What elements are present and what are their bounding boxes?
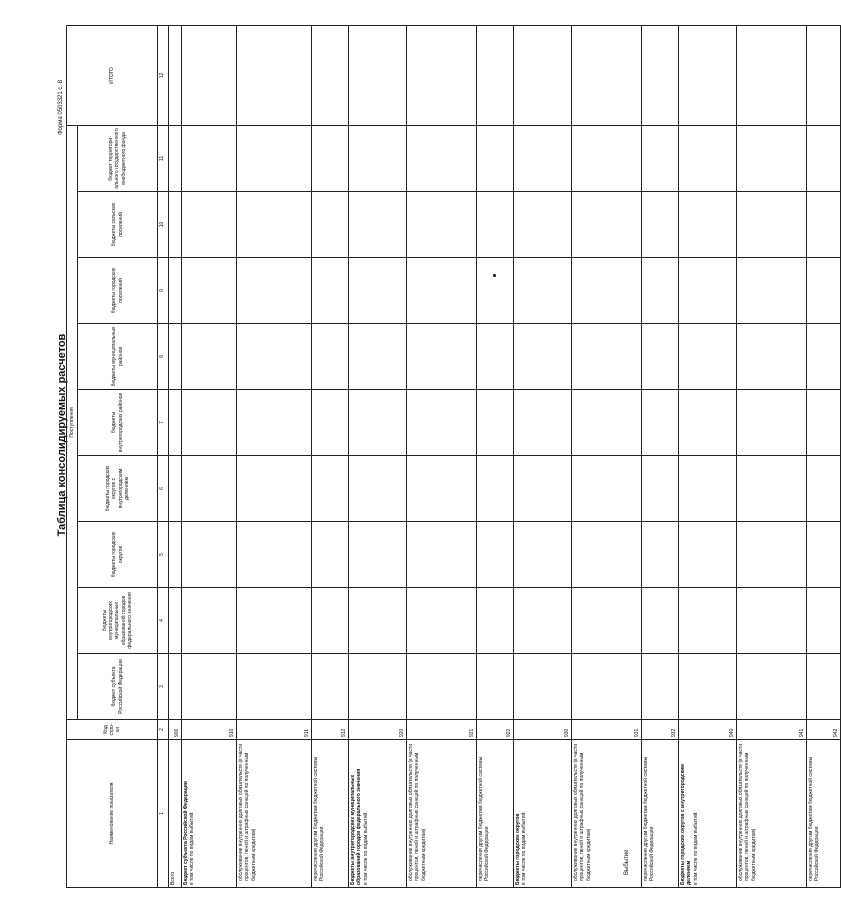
page-title: Таблица консолидируемых расчетов	[56, 333, 68, 537]
header-indicator: Наименование показателя	[67, 740, 158, 888]
table-cell[interactable]	[169, 125, 182, 191]
table-row	[349, 25, 407, 887]
table-cell[interactable]	[182, 654, 237, 720]
table-cell[interactable]	[477, 654, 514, 720]
table-cell[interactable]	[237, 456, 312, 522]
table-cell[interactable]	[237, 25, 312, 125]
table-cell[interactable]	[514, 125, 572, 191]
row-code: 940	[679, 720, 737, 740]
table-cell[interactable]	[642, 522, 679, 588]
table-cell[interactable]	[514, 324, 572, 390]
row-code: 932	[642, 720, 679, 740]
table-cell[interactable]	[642, 192, 679, 258]
column-number: 2	[158, 720, 169, 740]
table-cell[interactable]	[642, 324, 679, 390]
table-cell[interactable]	[407, 25, 477, 125]
table-cell[interactable]	[642, 588, 679, 654]
table-cell[interactable]	[807, 588, 841, 654]
table-cell[interactable]	[572, 258, 642, 324]
table-cell[interactable]	[237, 324, 312, 390]
table-cell[interactable]	[679, 192, 737, 258]
table-cell[interactable]	[807, 456, 841, 522]
table-cell[interactable]	[572, 654, 642, 720]
header-col-4: бюджеты внутригородских муниципальных образований городов федерального значения	[78, 588, 158, 654]
table-cell[interactable]	[182, 125, 237, 191]
table-cell[interactable]	[807, 522, 841, 588]
column-number: 8	[158, 324, 169, 390]
table-cell[interactable]	[477, 324, 514, 390]
header-col-11: бюджет территори-ального государственного внебюджетного фонда	[78, 125, 158, 191]
row-code: 900	[169, 720, 182, 740]
row-label: перечисления другим бюджетам бюджетной системы Российской Федерации	[478, 756, 491, 881]
table-cell[interactable]	[182, 324, 237, 390]
table-cell[interactable]	[679, 258, 737, 324]
side-label: Выбытие	[624, 849, 630, 875]
table-cell[interactable]	[807, 654, 841, 720]
table-cell[interactable]	[169, 258, 182, 324]
table-cell[interactable]	[169, 324, 182, 390]
table-cell[interactable]	[182, 588, 237, 654]
column-number: 11	[158, 125, 169, 191]
row-label: обслуживание внутренних долговых обязательств (в части процентов, пеней и штрафных санкций по полученным бюджетным кредитам)	[738, 743, 757, 881]
table-cell[interactable]	[737, 324, 807, 390]
table-cell[interactable]	[477, 522, 514, 588]
table-row	[182, 25, 237, 887]
header-receipts: Поступления	[67, 125, 78, 719]
row-label-cell	[169, 740, 182, 888]
row-code: 921	[407, 720, 477, 740]
table-cell[interactable]	[237, 588, 312, 654]
table-cell[interactable]	[349, 324, 407, 390]
row-label: обслуживание внутренних долговых обязательств (в части процентов, пеней и штрафных санкций по полученным бюджетным кредитам)	[408, 743, 427, 881]
row-label-cell	[349, 740, 407, 888]
table-cell[interactable]	[407, 456, 477, 522]
table-cell[interactable]	[182, 192, 237, 258]
table-cell[interactable]	[477, 192, 514, 258]
table-cell[interactable]	[349, 25, 407, 125]
table-cell[interactable]	[477, 258, 514, 324]
header-col-10: бюджеты сельских поселений	[78, 192, 158, 258]
table-cell[interactable]	[642, 125, 679, 191]
column-number: 7	[158, 390, 169, 456]
table-cell[interactable]	[737, 390, 807, 456]
column-number: 1	[158, 740, 169, 888]
table-cell[interactable]	[237, 192, 312, 258]
table-row	[737, 25, 807, 887]
table-row	[312, 25, 349, 887]
table-cell[interactable]	[572, 456, 642, 522]
table-cell[interactable]	[477, 390, 514, 456]
column-number: 5	[158, 522, 169, 588]
header-row-group	[67, 25, 78, 887]
table-cell[interactable]	[572, 588, 642, 654]
table-cell[interactable]	[407, 258, 477, 324]
table-cell[interactable]	[737, 456, 807, 522]
row-label: Бюджеты городских округов	[515, 813, 521, 885]
table-cell[interactable]	[679, 25, 737, 125]
table-cell[interactable]	[407, 522, 477, 588]
table-cell[interactable]	[407, 324, 477, 390]
header-code: Код стро-ки	[67, 720, 158, 740]
column-number: 12	[158, 25, 169, 125]
table-cell[interactable]	[312, 258, 349, 324]
table-cell[interactable]	[642, 456, 679, 522]
table-cell[interactable]	[237, 125, 312, 191]
table-cell[interactable]	[312, 456, 349, 522]
table-cell[interactable]	[312, 125, 349, 191]
row-label-cell	[312, 740, 349, 888]
row-label-cell	[679, 740, 737, 888]
table-cell[interactable]	[572, 522, 642, 588]
table-cell[interactable]	[572, 25, 642, 125]
table-cell[interactable]	[679, 522, 737, 588]
row-label-cell	[737, 740, 807, 888]
table-cell[interactable]	[514, 258, 572, 324]
table-cell[interactable]	[312, 654, 349, 720]
table-cell[interactable]	[182, 390, 237, 456]
row-code: 942	[807, 720, 841, 740]
table-body	[169, 25, 841, 887]
header-col-5: бюджеты городских округов	[78, 522, 158, 588]
table-cell[interactable]	[807, 25, 841, 125]
table-row	[514, 25, 572, 887]
table-cell[interactable]	[349, 456, 407, 522]
table-cell[interactable]	[514, 522, 572, 588]
row-code: 922	[477, 720, 514, 740]
table-cell[interactable]	[477, 456, 514, 522]
row-label: обслуживание внутренних долговых обязательств (в части процентов, пеней и штрафных санкций по полученным бюджетным кредитам)	[238, 743, 257, 881]
table-cell[interactable]	[312, 390, 349, 456]
consolidated-calculations-table	[66, 25, 841, 888]
table-cell[interactable]	[237, 522, 312, 588]
table-cell[interactable]	[642, 25, 679, 125]
table-cell[interactable]	[642, 258, 679, 324]
table-cell[interactable]	[514, 192, 572, 258]
header-col-6: бюджеты городских округов с внутригородским делением	[78, 456, 158, 522]
row-code: 930	[514, 720, 572, 740]
table-cell[interactable]	[312, 588, 349, 654]
table-cell[interactable]	[477, 588, 514, 654]
table-cell[interactable]	[642, 654, 679, 720]
table-row	[169, 25, 182, 887]
table-cell[interactable]	[407, 125, 477, 191]
row-code: 912	[312, 720, 349, 740]
table-cell[interactable]	[737, 654, 807, 720]
row-label-cell	[572, 740, 642, 888]
column-number: 10	[158, 192, 169, 258]
row-sublabel: в том числе по видам выбытий:	[521, 811, 528, 885]
table-cell[interactable]	[737, 125, 807, 191]
table-cell[interactable]	[407, 192, 477, 258]
table-cell[interactable]	[737, 25, 807, 125]
table-cell[interactable]	[572, 324, 642, 390]
table-cell[interactable]	[182, 258, 237, 324]
table-cell[interactable]	[312, 522, 349, 588]
table-cell[interactable]	[169, 654, 182, 720]
table-cell[interactable]	[737, 522, 807, 588]
row-label: перечисления другим бюджетам бюджетной системы Российской Федерации	[808, 756, 821, 881]
row-sublabel: в том числе по видам выбытий:	[692, 811, 699, 885]
row-label-cell	[642, 740, 679, 888]
table-cell[interactable]	[807, 125, 841, 191]
table-row	[807, 25, 841, 887]
table-cell[interactable]	[679, 654, 737, 720]
table-row	[477, 25, 514, 887]
table-row	[679, 25, 737, 887]
row-label: Бюджеты внутригородских муниципальных образований городов федерального значения	[350, 768, 363, 885]
table-cell[interactable]	[349, 390, 407, 456]
table-cell[interactable]	[407, 390, 477, 456]
column-number: 4	[158, 588, 169, 654]
table-cell[interactable]	[679, 390, 737, 456]
table-cell[interactable]	[182, 25, 237, 125]
table-cell[interactable]	[572, 125, 642, 191]
table-cell[interactable]	[737, 192, 807, 258]
table-cell[interactable]	[312, 324, 349, 390]
table-cell[interactable]	[514, 456, 572, 522]
row-label-cell	[237, 740, 312, 888]
row-label: Бюджет субъекта Российской Федерации	[183, 781, 189, 885]
row-label-cell	[182, 740, 237, 888]
table-cell[interactable]	[169, 588, 182, 654]
table-row	[237, 25, 312, 887]
table-cell[interactable]	[737, 588, 807, 654]
table-row	[572, 25, 642, 887]
ink-dot	[493, 274, 496, 277]
header-col-9: бюджеты городских поселений	[78, 258, 158, 324]
table-row	[407, 25, 477, 887]
table-cell[interactable]	[679, 125, 737, 191]
table-cell[interactable]	[349, 588, 407, 654]
row-label-cell	[807, 740, 841, 888]
form-number: Форма 0503321 с. 8	[58, 79, 64, 135]
row-label: Бюджеты городских округов с внутригородским делением	[680, 764, 693, 885]
table-cell[interactable]	[407, 588, 477, 654]
table-cell[interactable]	[169, 390, 182, 456]
row-code: 931	[572, 720, 642, 740]
header-col-3: бюджет субъекта Российской Федерации	[78, 654, 158, 720]
table-cell[interactable]	[349, 522, 407, 588]
table-cell[interactable]	[169, 522, 182, 588]
table-cell[interactable]	[169, 192, 182, 258]
table-cell[interactable]	[182, 522, 237, 588]
table-cell[interactable]	[514, 654, 572, 720]
table-cell[interactable]	[349, 654, 407, 720]
column-number: 3	[158, 654, 169, 720]
table-cell[interactable]	[477, 125, 514, 191]
table-cell[interactable]	[182, 456, 237, 522]
row-label-cell	[514, 740, 572, 888]
table-cell[interactable]	[349, 125, 407, 191]
table-cell[interactable]	[514, 390, 572, 456]
column-number-row	[158, 25, 169, 887]
table-cell[interactable]	[572, 192, 642, 258]
row-code: 911	[237, 720, 312, 740]
table-cell[interactable]	[407, 654, 477, 720]
table-cell[interactable]	[679, 324, 737, 390]
column-number: 9	[158, 258, 169, 324]
table-cell[interactable]	[514, 25, 572, 125]
row-label: Всего	[170, 871, 176, 885]
row-code: 941	[737, 720, 807, 740]
table-cell[interactable]	[169, 456, 182, 522]
table-cell[interactable]	[349, 192, 407, 258]
header-col-7: бюджеты внутригородских районов	[78, 390, 158, 456]
table-cell[interactable]	[169, 25, 182, 125]
row-sublabel: в том числе по видам выбытий:	[362, 811, 369, 885]
table-cell[interactable]	[237, 654, 312, 720]
table-cell[interactable]	[737, 258, 807, 324]
header-total: ИТОГО	[67, 25, 158, 125]
table-cell[interactable]	[807, 258, 841, 324]
column-number: 6	[158, 456, 169, 522]
row-code: 920	[349, 720, 407, 740]
table-cell[interactable]	[679, 588, 737, 654]
row-sublabel: в том числе по видам выбытий:	[189, 811, 196, 885]
table-cell[interactable]	[312, 25, 349, 125]
row-label-cell	[477, 740, 514, 888]
table-cell[interactable]	[477, 25, 514, 125]
row-label-cell	[407, 740, 477, 888]
table-cell[interactable]	[807, 192, 841, 258]
table-cell[interactable]	[237, 390, 312, 456]
header-col-8: бюджеты муниципальных районов	[78, 324, 158, 390]
table-cell[interactable]	[679, 456, 737, 522]
table-row	[642, 25, 679, 887]
table-cell[interactable]	[572, 390, 642, 456]
row-label: обслуживание внутренних долговых обязательств (в части процентов, пеней и штрафных санкций по полученным бюджетным кредитам)	[573, 743, 592, 881]
table-cell[interactable]	[642, 390, 679, 456]
row-label: перечисления другим бюджетам бюджетной системы Российской Федерации	[313, 756, 326, 881]
table-cell[interactable]	[514, 588, 572, 654]
table-cell[interactable]	[807, 390, 841, 456]
table-cell[interactable]	[312, 192, 349, 258]
row-code: 910	[182, 720, 237, 740]
row-label: перечисления другим бюджетам бюджетной системы Российской Федерации	[643, 756, 656, 881]
table-cell[interactable]	[349, 258, 407, 324]
table-cell[interactable]	[807, 324, 841, 390]
table-cell[interactable]	[237, 258, 312, 324]
